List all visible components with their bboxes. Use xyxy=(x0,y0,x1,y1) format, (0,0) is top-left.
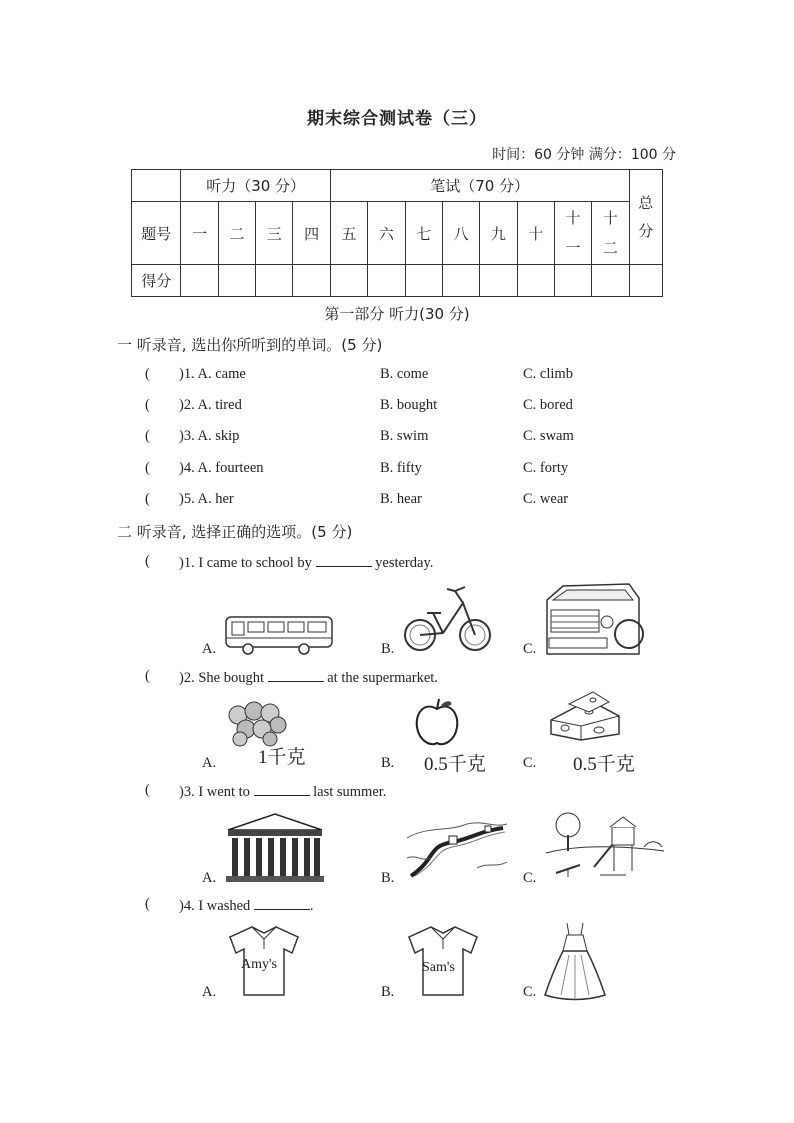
list-item xyxy=(145,428,665,448)
option-b: B. fifty xyxy=(380,460,422,476)
option-c: C. wear xyxy=(523,491,569,507)
score-label: 得分 xyxy=(132,265,181,297)
weight-label-b: 0.5千克 xyxy=(424,754,486,775)
option-b: B. bought xyxy=(380,397,438,413)
part-title: 第一部分 听力(30 分) xyxy=(324,305,470,323)
score-cell[interactable] xyxy=(256,265,293,297)
option-b-label: B. xyxy=(381,984,395,1000)
col-num-9: 九 xyxy=(480,202,517,265)
option-a-label: A. xyxy=(202,870,217,886)
dress-image[interactable] xyxy=(543,921,607,1001)
cheese-image[interactable] xyxy=(549,690,621,742)
list-item xyxy=(145,460,665,480)
score-cell[interactable] xyxy=(517,265,554,297)
col-num-8: 八 xyxy=(442,202,479,265)
option-a-label: A. xyxy=(202,755,217,771)
score-cell[interactable] xyxy=(554,265,591,297)
park-image[interactable] xyxy=(546,811,664,883)
col-num-12: 十二 xyxy=(592,202,629,265)
question-text: )4. I washed xyxy=(179,898,251,914)
option-a-label: A. xyxy=(202,984,217,1000)
col-num-4: 四 xyxy=(293,202,330,265)
score-table-corner xyxy=(132,170,181,202)
answer-blank[interactable] xyxy=(316,553,372,567)
score-cell[interactable] xyxy=(442,265,479,297)
col-num-2: 二 xyxy=(218,202,255,265)
score-cell[interactable] xyxy=(629,265,662,297)
option-b: B. swim xyxy=(380,428,429,444)
great-wall-image[interactable] xyxy=(407,818,507,878)
col-num-11: 十一 xyxy=(554,202,591,265)
score-cell[interactable] xyxy=(480,265,517,297)
score-cell[interactable] xyxy=(405,265,442,297)
option-a: )1. A. came xyxy=(179,366,246,382)
question-number-label: 题号 xyxy=(132,202,181,265)
col-num-6: 六 xyxy=(368,202,405,265)
answer-paren[interactable]: ( xyxy=(145,460,150,476)
weight-label-c: 0.5千克 xyxy=(573,754,635,775)
answer-paren[interactable]: ( xyxy=(145,397,150,413)
answer-blank[interactable] xyxy=(254,782,310,796)
option-c: C. forty xyxy=(523,460,569,476)
option-a-label: A. xyxy=(202,641,217,657)
listening-header: 听力（30 分） xyxy=(181,170,330,202)
option-c-label: C. xyxy=(523,870,537,886)
question-row xyxy=(145,782,665,802)
weight-label-a: 1千克 xyxy=(258,747,306,768)
question-text: )2. She bought xyxy=(179,670,264,686)
page-title: 期末综合测试卷（三） xyxy=(307,109,487,129)
option-a: )5. A. her xyxy=(179,491,234,507)
col-num-5: 五 xyxy=(330,202,367,265)
col-num-7: 七 xyxy=(405,202,442,265)
bicycle-image[interactable] xyxy=(403,583,493,655)
answer-blank[interactable] xyxy=(268,668,324,682)
score-cell[interactable] xyxy=(293,265,330,297)
writing-header: 笔试（70 分） xyxy=(330,170,629,202)
option-c-label: C. xyxy=(523,641,537,657)
museum-image[interactable] xyxy=(224,812,326,884)
option-c: C. bored xyxy=(523,397,573,413)
option-c-label: C. xyxy=(523,984,537,1000)
col-num-10: 十 xyxy=(517,202,554,265)
shirt-label-sam: Sam's xyxy=(422,960,455,975)
answer-paren[interactable]: ( xyxy=(145,668,150,684)
question-text-end: at the supermarket. xyxy=(327,670,438,686)
question-text-end: last summer. xyxy=(313,784,387,800)
score-cell[interactable] xyxy=(592,265,629,297)
option-c: C. climb xyxy=(523,366,573,382)
option-b: B. come xyxy=(380,366,429,382)
question-text: )1. I came to school by xyxy=(179,555,312,571)
list-item xyxy=(145,491,665,511)
score-cell[interactable] xyxy=(218,265,255,297)
shirt-label-amy: Amy's xyxy=(241,957,277,972)
score-cell[interactable] xyxy=(368,265,405,297)
answer-blank[interactable] xyxy=(254,896,310,910)
time-info: 时间：60 分钟 满分：100 分 xyxy=(492,147,676,163)
col-num-3: 三 xyxy=(256,202,293,265)
answer-paren[interactable]: ( xyxy=(145,782,150,798)
option-b: B. hear xyxy=(380,491,422,507)
option-a: )4. A. fourteen xyxy=(179,460,264,476)
option-c: C. swam xyxy=(523,428,574,444)
question-row xyxy=(145,896,665,916)
section1-heading: 一 听录音, 选出你所听到的单词。(5 分) xyxy=(117,336,383,354)
answer-paren[interactable]: ( xyxy=(145,428,150,444)
question-text-end: . xyxy=(309,898,314,914)
option-b-label: B. xyxy=(381,641,395,657)
question-row xyxy=(145,553,665,573)
score-cell[interactable] xyxy=(181,265,218,297)
section2-heading: 二 听录音, 选择正确的选项。(5 分) xyxy=(117,523,353,541)
question-row xyxy=(145,668,665,688)
answer-paren[interactable]: ( xyxy=(145,896,150,912)
option-b-label: B. xyxy=(381,755,395,771)
option-b-label: B. xyxy=(381,870,395,886)
col-num-1: 一 xyxy=(181,202,218,265)
question-text-end: yesterday. xyxy=(375,555,434,571)
score-table xyxy=(131,169,663,297)
answer-paren[interactable]: ( xyxy=(145,491,150,507)
apple-image[interactable] xyxy=(413,697,463,747)
answer-paren[interactable]: ( xyxy=(145,553,150,569)
answer-paren[interactable]: ( xyxy=(145,366,150,382)
score-cell[interactable] xyxy=(330,265,367,297)
bus-image[interactable] xyxy=(224,614,336,656)
car-image[interactable] xyxy=(543,580,641,656)
option-a: )3. A. skip xyxy=(179,428,240,444)
question-text: )3. I went to xyxy=(179,784,250,800)
option-a: )2. A. tired xyxy=(179,397,242,413)
list-item xyxy=(145,397,665,417)
total-header: 总分 xyxy=(629,170,662,265)
option-c-label: C. xyxy=(523,755,537,771)
list-item xyxy=(145,366,665,386)
